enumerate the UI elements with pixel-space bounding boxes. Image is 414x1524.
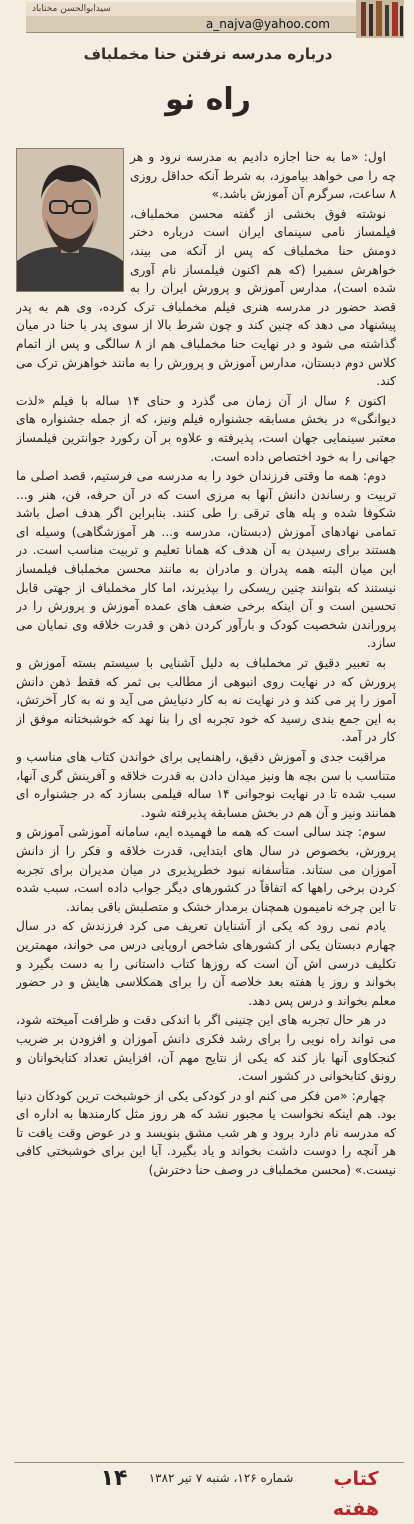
paragraph: یادم نمی رود که یکی از آشنایان تعریف می کرد فرزندش که در سال چهارم دبستان یکی از کشورهای شاخص اروپایی درس می خواند، مهمترین تکلیف درسی اش آن است که روزها کتاب داستانی را به دست بگیرد و بخواند و روز یا هفته بعد خلاصه آن را برای همکلاسی هایش و در حضور معلم بخواند و درس پس دهد. — [16, 919, 396, 1008]
page-number: ۱۴ — [100, 1466, 128, 1491]
paragraph: نوشته فوق بخشی از گفته محسن مخملباف، فیلمساز نامی سینمای ایران است درباره دختر دومش حنا مخملباف که پس از آنکه می بیند، خواهرش سمیرا (که هم اکنون فیلمساز نام آوری شده است)، مدارس آموزش و پرورش ایران را به قصد حضور در مدرسه هنری فیلم مخملباف ترک کرده، وی هم به پدر پیشنهاد می دهد که چنین کند و چون شرط بالا از سوی پدر با حنا در میان گذاشته می شود و در نهایت حنا مخملباف هم از ۸ سالگی و پس از اتمام کلاس دوم دبستان، مدارس آموزش و پرورش را به مانند خواهرش ترک می کند. — [16, 206, 396, 389]
magazine-logo: کتاب هفته — [332, 1468, 380, 1520]
paragraph: دوم: همه ما وقتی فرزندان خود را به مدرسه می فرستیم، قصد اصلی ما تربیت و رساندن دانش آنها به مرزی است که در آن حرفه، فن، هنر و... شکوفا شده و پله های ترقی را طی کنند. بنابراین اگر هدف اصل باشد تمامی نهادهای آموزش (دبستان، مدرسه و... هر آموزشگاهی) وسیله ای هستند برای رسیدن به آن هدف که همانا تعلیم و تربیت مناسب است. در این میان البته همه پدران و مادران به مانند محسن مخملباف فیلمساز نیستند که بتوانند چنین ریسکی را بپذیرند، اما کار مخملباف از جهتی قابل تحسین است و آن اینکه برخی ضعف های عمده آموزش و پرورش را در پروراندن شخصیت کودک و بارآور کردن ذهن و قدرت خلاقه وی نمایان می سازد. — [16, 469, 396, 651]
article-kicker: درباره مدرسه نرفتن حنا مخملباف — [83, 45, 333, 63]
author-name: سیدابوالحسن مختاباد — [26, 2, 362, 16]
article-title: راه نو — [165, 82, 251, 117]
photo-spacer — [16, 148, 130, 294]
paragraph: اول: «ما به حنا اجازه دادیم به مدرسه نرود و هر چه را می خواهد بیاموزد، به شرط آنکه حداقل روزی ۸ ساعت، سرگرم آن آموزش باشد.» — [130, 150, 396, 202]
paragraph: مراقبت جدی و آموزش دقیق، راهنمایی برای خواندن کتاب های مناسب و متناسب با سن بچه ها ونیز میدان دادن به قدرت خلاقه و آفرینش گری آنها، سبب شده تا در نهایت نوجوانی ۱۴ ساله فیلمی بسازد که در جشنواره ای همانند ونیز و آن هم در بخش مسابقه پذیرفته شود. — [16, 750, 396, 820]
issue-line: شماره ۱۲۶، شنبه ۷ تیر ۱۳۸۲ — [148, 1471, 294, 1485]
footer-rule — [14, 1462, 404, 1463]
paragraph: به تعبیر دقیق تر مخملباف به دلیل آشنایی با سیستم بسته آموزش و پرورش که در نهایت روی انبوهی از مطالب بی ثمر که فقط ذهن دانش آموز را پر می کند و در نهایت نه به کار دنیایش می آید و نه به کار آخرتش، به این جمع بندی رسید که خود تجربه ای را بنا نهد که خوشبختانه موفق از کار در آمد. — [16, 656, 396, 745]
pens-icon — [356, 0, 404, 38]
article-body — [16, 148, 396, 1438]
paragraph: چهارم: «من فکر می کنم او در کودکی یکی از خوشبخت ترین کودکان دنیا بود. هم اینکه نخواست یا مجبور نشد که هر روز مثل کارمندها به اداره ای که مدرسه نام دارد برود و هر شب مشق بنویسد و در عوض وقت یافت تا هر آنچه را دوست داشت بخواند و یاد بگیرد. آیا این برای خوشبختی کافی نیست.» (محسن مخملباف در وصف حنا دخترش) — [16, 1088, 396, 1178]
author-email[interactable]: a_najva@yahoo.com — [205, 17, 330, 31]
paragraph: اکنون ۶ سال از آن زمان می گذرد و حنای ۱۴ ساله با فیلم «لذت دیوانگی» در بخش مسابقه جشنواره فیلم ونیز، که از جمله جشنواره های معتبر سینمایی جهان است، پذیرفته و علاوه بر آن رکورد جوانترین فیلمساز جهانی را به خود اختصاص داده است. — [16, 393, 396, 464]
paragraph: سوم: چند سالی است که همه ما فهمیده ایم، سامانه آموزشی آموزش و پرورش، بخصوص در سال های ابتدایی، قدرت خلاقه و فکر را از دانش آموزان می ستاند. متأسفانه نبود خطرپذیری در میان مدیران برای تجربه کردن برخی راهها که اتفاقاً در کشورهای دیگر جواب داده است، سبب شده تا این چرخه نامیمون همچنان برمدار خشک و متصلبش باقی بماند. — [16, 825, 396, 914]
paragraph: در هر حال تجربه های این چنینی اگر با اندکی دقت و ظرافت آمیخته شود، می تواند راه نویی را برای رشد فکری دانش آموزان و افزودن بر ضریب کنجکاوی آنها باز کند که یکی از نتایج مهم آن، افزایش تعداد کتابخوانان و رونق کتابخوانی در کشور است. — [16, 1013, 396, 1084]
